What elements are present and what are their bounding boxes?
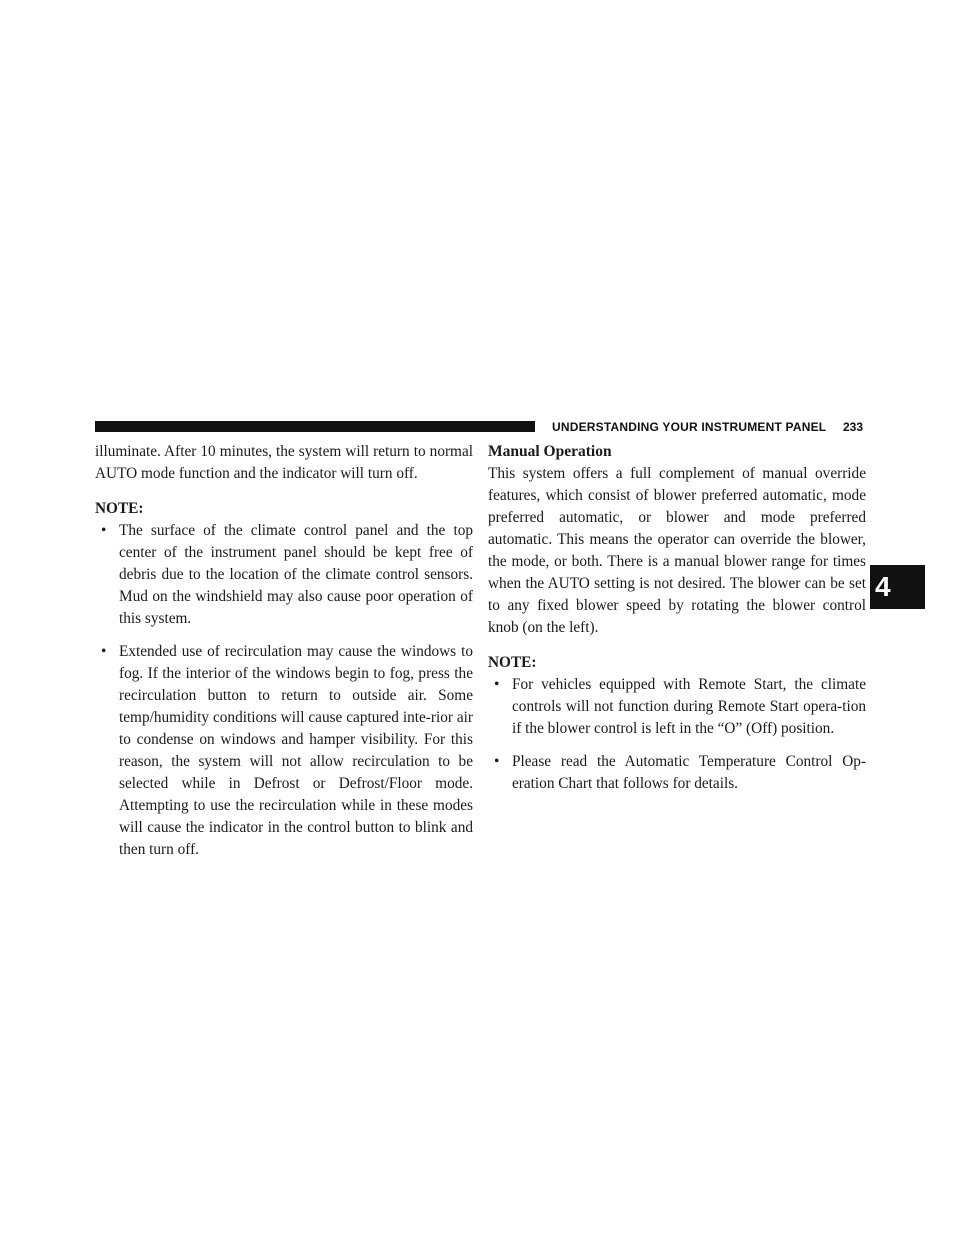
bullet-icon: •: [494, 753, 500, 770]
list-item: [95, 641, 473, 861]
list-item: [95, 520, 473, 630]
bullet-icon: •: [101, 522, 107, 539]
bullet-icon: •: [101, 643, 107, 660]
list-item-text: The surface of the climate control panel and the top center of the instrument panel should be kept free of debris due to the location of the climate control sensors. Mud on the windshield may also cause poor operation of this system.: [119, 522, 473, 627]
page-number: 233: [843, 420, 864, 434]
header-rule: [95, 421, 535, 432]
note-label: NOTE:: [488, 654, 537, 671]
list-item-text: Please read the Automatic Temperature Control Op-eration Chart that follows for details.: [512, 753, 866, 792]
running-header-title: UNDERSTANDING YOUR INSTRUMENT PANEL: [552, 420, 827, 434]
list-item: [488, 674, 866, 740]
bullet-icon: •: [494, 676, 500, 693]
list-item-text: For vehicles equipped with Remote Start, the climate controls will not function during Remote Start opera-tion if the blower control is left in the “O” (Off) position.: [512, 676, 866, 737]
list-item: [488, 751, 866, 795]
note-label: NOTE:: [95, 500, 144, 517]
intro-paragraph: illuminate. After 10 minutes, the system will return to normal AUTO mode function and the indicator will turn off.: [95, 443, 473, 482]
note-list: [95, 520, 473, 861]
body-paragraph: This system offers a full complement of manual override features, which consist of blower preferred automatic, mode preferred automatic, or blower and mode preferred automatic. This means the operator can override the blower, the mode, or both. There is a manual blower range for times when the AUTO setting is not desired. The blower can be set to any fixed blower speed by rotating the blower control knob (on the left).: [488, 465, 866, 636]
right-column: [488, 441, 866, 806]
list-item-text: Extended use of recirculation may cause the windows to fog. If the interior of the windows begin to fog, press the recirculation button to return to outside air. Some temp/humidity conditions will cause captured inte-rior air to condense on windows and hamper visibility. For this reason, the system will not allow recirculation to be selected while in Defrost or Defrost/Floor mode. Attempting to use the recirculation while in these modes will cause the indicator in the control button to blink and then turn off.: [119, 643, 473, 858]
left-column: [95, 441, 473, 872]
chapter-tab: 4: [870, 565, 925, 609]
section-heading: Manual Operation: [488, 443, 612, 460]
note-list: [488, 674, 866, 795]
